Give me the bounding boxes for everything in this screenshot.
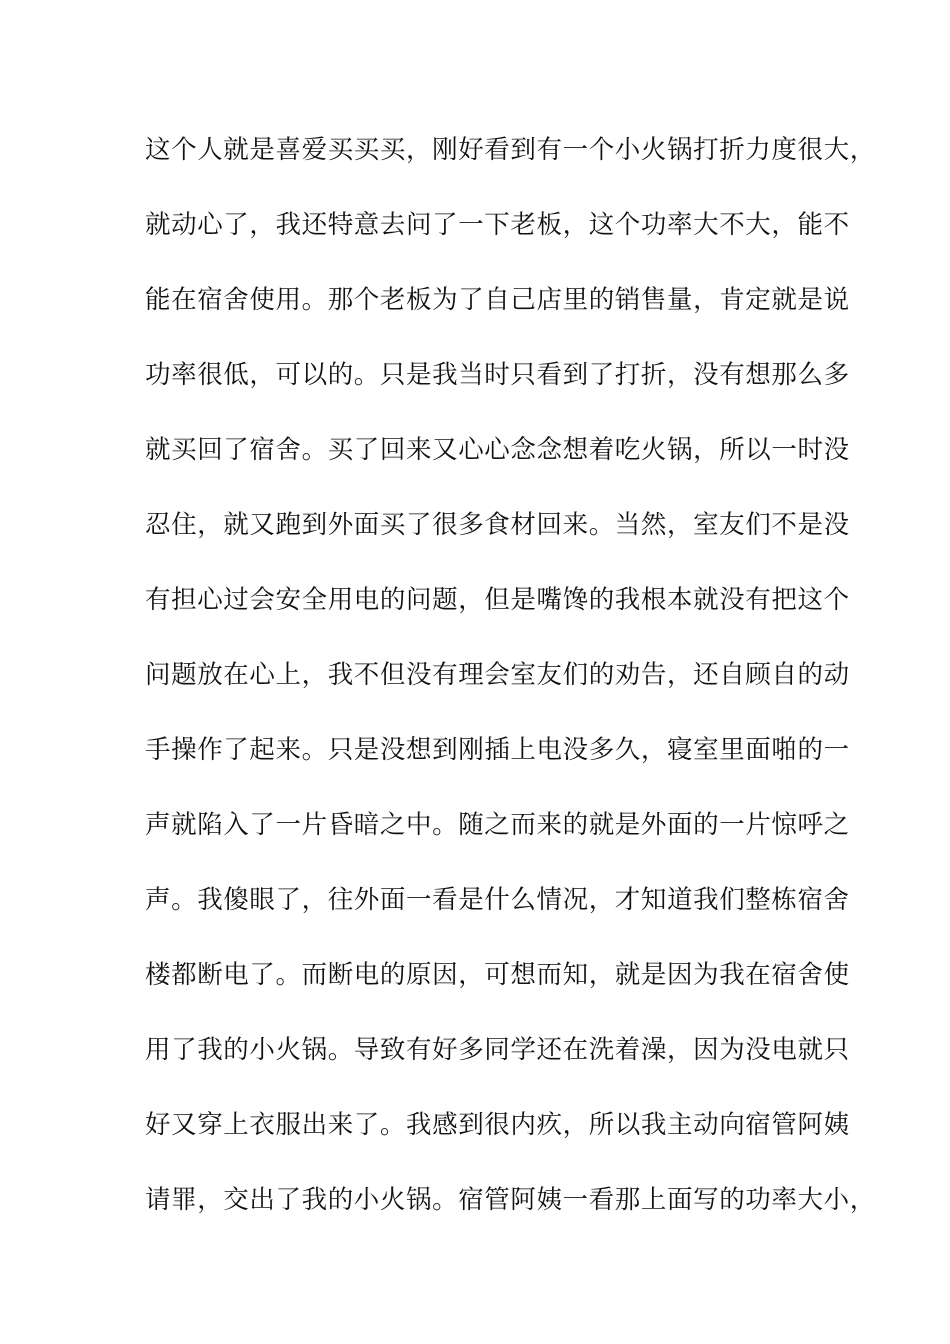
text-line: 好又穿上衣服出来了。我感到很内疚，所以我主动向宿管阿姨 bbox=[145, 1110, 850, 1140]
text-line: 就动心了，我还特意去问了一下老板，这个功率大不大，能不 bbox=[145, 210, 850, 240]
text-line: 楼都断电了。而断电的原因，可想而知，就是因为我在宿舍使 bbox=[145, 960, 850, 990]
text-line: 就买回了宿舍。买了回来又心心念念想着吃火锅，所以一时没 bbox=[145, 435, 850, 465]
text-line: 这个人就是喜爱买买买，刚好看到有一个小火锅打折力度很大， bbox=[145, 135, 876, 165]
text-line: 手操作了起来。只是没想到刚插上电没多久，寝室里面啪的一 bbox=[145, 735, 850, 765]
text-line: 声就陷入了一片昏暗之中。随之而来的就是外面的一片惊呼之 bbox=[145, 810, 850, 840]
text-line: 能在宿舍使用。那个老板为了自己店里的销售量，肯定就是说 bbox=[145, 285, 850, 315]
text-line: 功率很低，可以的。只是我当时只看到了打折，没有想那么多 bbox=[145, 360, 850, 390]
text-line: 用了我的小火锅。导致有好多同学还在洗着澡，因为没电就只 bbox=[145, 1035, 850, 1065]
text-line: 请罪，交出了我的小火锅。宿管阿姨一看那上面写的功率大小， bbox=[145, 1185, 876, 1215]
text-line: 声。我傻眼了，往外面一看是什么情况，才知道我们整栋宿舍 bbox=[145, 885, 850, 915]
body-text bbox=[145, 125, 876, 1250]
text-line: 问题放在心上，我不但没有理会室友们的劝告，还自顾自的动 bbox=[145, 660, 850, 690]
text-line: 有担心过会安全用电的问题，但是嘴馋的我根本就没有把这个 bbox=[145, 585, 850, 615]
text-line: 忍住，就又跑到外面买了很多食材回来。当然，室友们不是没 bbox=[145, 510, 850, 540]
